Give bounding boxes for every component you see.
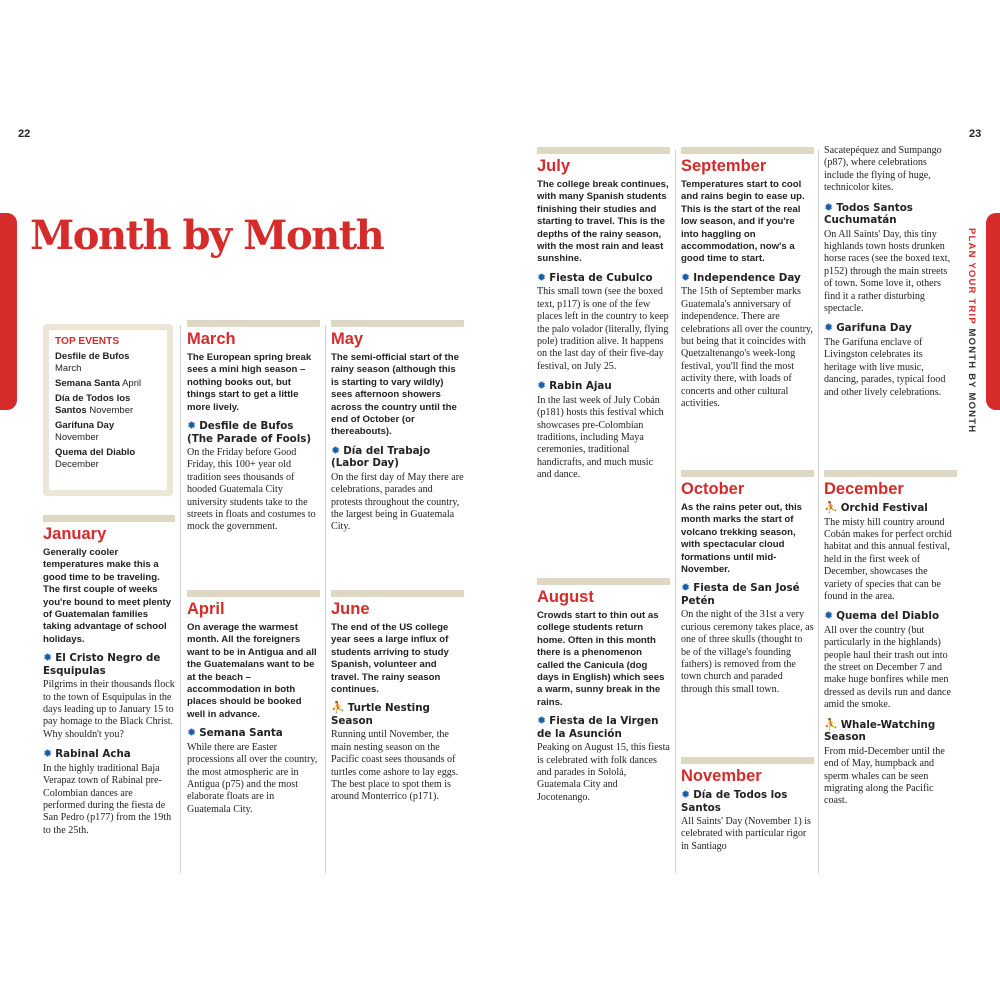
month-august (537, 578, 670, 882)
event-title: ✹ Independence Day (681, 270, 801, 284)
event-title: ✹ Todos Santos Cuchumatán (824, 200, 913, 227)
event-text: The Garífuna enclave of Livingston celebrates its heritage with live music, dancing, parades, typical food and other lively celebrations. (824, 336, 946, 398)
event-text: The misty hill country around Cobán makes for perfect orchid habitat and this annual festival, held in the first week of December, showcases the variety of species that can be found in the area. (824, 516, 952, 602)
month-intro: On average the warmest month. All the foreigners want to be in Antigua and all the Guatemalans want to be at the beach – accommodation in both places should be booked well in advance. (187, 622, 317, 720)
month-intro: The end of the US college year sees a large influx of students arriving to study Spanish, volunteer and travel. The rainy season continues. (331, 622, 449, 696)
month-november (681, 757, 814, 882)
running-section-title: PLAN YOUR TRIP MONTH BY MONTH (966, 228, 977, 434)
month-october (681, 470, 814, 759)
month-intro: The college break continues, with many Spanish students finishing their studies and starting to travel. This is the depths of the rainy season, with the most rain and least sunshine. (537, 179, 669, 265)
month-april (187, 590, 320, 882)
event-text: In the highly traditional Baja Verapaz town of Rabinal pre-Colombian dances are performed during the fiesta de San Pedro (p177) from the 19th to the 25th. (43, 762, 172, 836)
event-title: ⛹ Whale-Watching Season (824, 717, 936, 744)
fireworks-icon: ✹ (824, 609, 834, 623)
top-event-item: Quema del Diablo December (55, 447, 136, 470)
month-heading: April (187, 600, 225, 618)
month-intro: Generally cooler temperatures make this a good time to be traveling. The first couple of weeks you're bound to meet plenty of Guatemalan families taking advantage of school holidays. (43, 547, 172, 645)
fireworks-icon: ✹ (187, 726, 197, 740)
month-december (824, 470, 957, 882)
month-intro: The European spring break sees a mini high season – nothing books out, but things start to get a little more lively. (187, 352, 312, 413)
month-heading: October (681, 480, 745, 498)
event-text: From mid-December until the end of May, humpback and sperm whales can be seen migrating along the Pacific coast. (824, 745, 945, 807)
month-july (537, 147, 670, 582)
event-text: On the night of the 31st a very curious ceremony takes place, as one of three skulls (thought to be of the village's founding fathers) is removed from the town church and paraded through this small town. (681, 609, 814, 695)
month-heading: May (331, 330, 364, 348)
event-title: ✹ Día de Todos los Santos (681, 788, 788, 814)
fireworks-icon: ✹ (43, 651, 53, 665)
top-event-item: Semana Santa April (55, 378, 142, 389)
event-text: All over the country (but particularly in the highlands) people haul their trash out into the street on December 7 and make huge bonfires while men dressed as devils run and dance amid the smoke. (824, 624, 951, 711)
fireworks-icon: ✹ (824, 321, 834, 335)
fireworks-icon: ✹ (681, 581, 691, 595)
event-title: ✹ Fiesta de la Virgen de la Asunción (537, 714, 659, 740)
top-events-box (43, 324, 173, 496)
fireworks-icon: ✹ (681, 270, 691, 284)
top-events-heading: TOP EVENTS (55, 336, 120, 347)
top-event-item: Día de Todos los Santos November (55, 393, 134, 416)
event-text: In the last week of July Cobán (p181) hosts this festival which showcases pre-Colombian traditions, including Maya ceremonies, traditional handicrafts, and much music and dance. (537, 394, 664, 481)
event-text: All Saints' Day (November 1) is celebrated with particular rigor in Santiago (681, 816, 811, 852)
november-continued (824, 145, 957, 465)
month-january (43, 515, 175, 882)
event-title: ✹ Quema del Diablo (824, 609, 940, 623)
column-divider (325, 325, 326, 873)
event-text: On All Saints' Day, this tiny highlands town hosts drunken horse races (see the boxed text, p152) through the main streets of town. Some love it, others find it a rather disturbing spectacle. (824, 228, 951, 315)
event-title: ✹ El Cristo Negro de Esquipulas (43, 651, 161, 677)
page-title: Month by Month (30, 212, 384, 259)
fireworks-icon: ✹ (331, 443, 341, 457)
month-heading: September (681, 157, 767, 175)
fireworks-icon: ✹ (681, 788, 691, 801)
event-title: ⛹ Orchid Festival (824, 501, 928, 514)
month-heading: July (537, 157, 571, 175)
month-september (681, 147, 814, 469)
month-intro: Crowds start to thin out as college students return home. Often in this month there is a phenomenon called the Canicula (dog days in English) which sees a warm, sunny break in the rains. (537, 610, 665, 708)
month-heading: November (681, 767, 762, 785)
column-divider (818, 150, 819, 873)
event-text: While there are Easter processions all over the country, the most atmospheric are in Antigua (p75) and the most elaborate floats are in Guatemala City. (187, 741, 318, 815)
event-title: ✹ Garifuna Day (824, 321, 912, 335)
event-text: Pilgrims in their thousands flock to the town of Esquipulas in the days leading up to January 15 to pay homage to the Black Christ. Why shouldn't you? (43, 679, 175, 740)
event-text: Running until November, the main nesting season on the Pacific coast sees thousands of turtles come ashore to lay eggs. The best place to spot them is around Monterrico (p171). (331, 729, 459, 803)
month-heading: January (43, 525, 107, 543)
fireworks-icon: ✹ (187, 419, 197, 433)
fireworks-icon: ✹ (537, 270, 547, 284)
event-title: ✹ Día del Trabajo (Labor Day) (331, 443, 431, 470)
event-text: The 15th of September marks Guatemala's anniversary of independence. There are celebrations all over the country, but being that it coincides with Quetzaltenango's week-long festival, you'll find the most activity there, with loads of concerts and other cultural activities. (681, 286, 813, 409)
month-march (187, 320, 320, 589)
month-heading: December (824, 480, 904, 498)
column-divider (180, 325, 181, 873)
column-divider (675, 150, 676, 873)
event-title: ✹ Rabin Ajau (537, 379, 612, 393)
fireworks-icon: ✹ (43, 747, 53, 761)
event-title: ✹ Rabinal Acha (43, 747, 131, 761)
event-title: ✹ Fiesta de Cubulco (537, 270, 653, 284)
hiker-icon: ⛹ (824, 501, 838, 514)
month-intro: Temperatures start to cool and rains begin to ease up. This is the start of the real low season, and if you're into haggling on accommodation, now's a good time to start. (681, 179, 805, 265)
hiker-icon: ⛹ (824, 717, 838, 731)
event-title: ✹ Semana Santa (187, 726, 283, 740)
month-june (331, 590, 464, 882)
month-heading: June (331, 600, 370, 618)
month-intro: The semi-official start of the rainy season (although this is starting to vary wildly) sees afternoon showers across the country until the end of October (or thereabouts). (331, 352, 459, 438)
page-number-right: 23 (969, 128, 982, 140)
turtle-watching-icon: ⛹ (331, 701, 345, 715)
event-text: On the first day of May there are celebrations, parades and protests throughout the country, the largest being in Guatemala City. (331, 471, 464, 533)
page-number-left: 22 (18, 128, 31, 140)
event-title: ✹ Desfile de Bufos (The Parade of Fools) (187, 419, 312, 445)
month-may (331, 320, 464, 589)
left-edge-tab (0, 213, 17, 410)
fireworks-icon: ✹ (537, 379, 547, 393)
event-text: Sacatepéquez and Sumpango (p87), where celebrations include the flying of huge, technicolor kites. (824, 145, 942, 194)
event-title: ⛹ Turtle Nesting Season (331, 701, 430, 727)
event-text: On the Friday before Good Friday, this 100+ year old tradition sees thousands of hooded Guatemala City university students take to the streets in floats and costumes to mock the government. (187, 447, 316, 533)
fireworks-icon: ✹ (537, 714, 547, 728)
right-edge-tab (986, 213, 1000, 410)
fireworks-icon: ✹ (824, 200, 834, 214)
month-heading: August (537, 588, 594, 606)
event-text: Peaking on August 15, this fiesta is celebrated with folk dances and parades in Sololá, Guatemala City and Jocotenango. (537, 742, 670, 803)
event-text: This small town (see the boxed text, p117) is one of the few places left in the country to keep the palo volador (literally, flying pole) tradition alive. It happens on the last day of their five-day festival, on July 25. (537, 286, 669, 372)
event-title: ✹ Fiesta de San José Petén (681, 581, 800, 607)
month-intro: As the rains peter out, this month marks the start of volcano trekking season, with spectacular cloud formations until mid-November. (681, 502, 803, 576)
top-event-item: Desfile de Bufos March (55, 351, 130, 374)
top-event-item: Garifuna Day November (55, 420, 115, 443)
month-heading: March (187, 330, 236, 348)
